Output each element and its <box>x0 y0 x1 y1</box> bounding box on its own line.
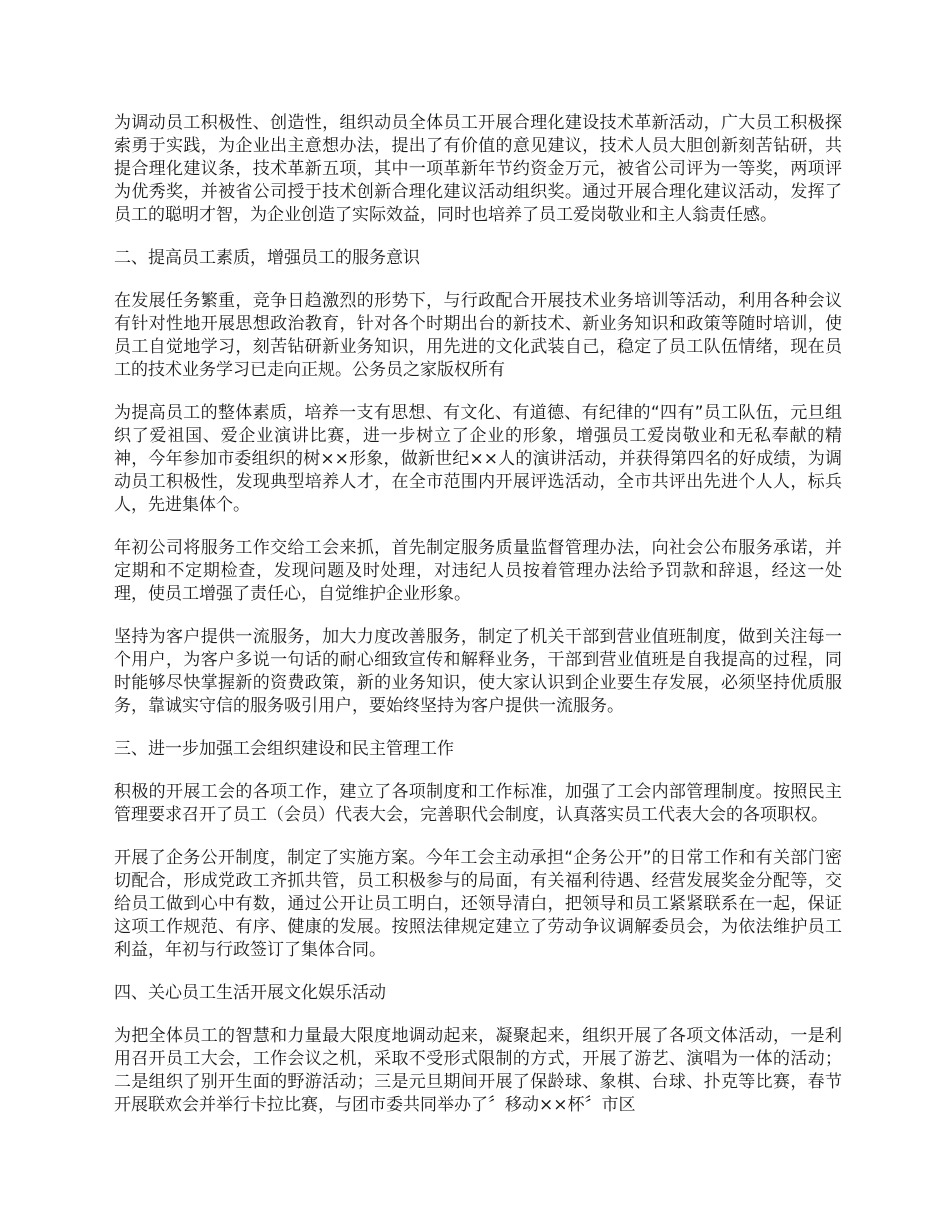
paragraph-training: 在发展任务繁重，竞争日趋激烈的形势下，与行政配合开展技术业务培训等活动，利用各种会议有针对性地开展思想政治教育，针对各个时期出台的新技术、新业务知识和政策等随时培训，使员工自觉地学习，刻苦钻研新业务知识，用先进的文化武装自己，稳定了员工队伍情绪，现在员工的技术业务学习已走向正规。公务员之家版权所有 <box>114 291 842 380</box>
paragraph-tech-innovation: 为调动员工积极性、创造性，组织动员全体员工开展合理化建设技术革新活动，广大员工积极探索勇于实践，为企业出主意想办法，提出了有价值的意见建议，技术人员大胆创新刻苦钻研，共提合理化建议条，技术革新五项，其中一项革新年节约资金万元，被省公司评为一等奖，两项评为优秀奖，并被省公司授于技术创新合理化建议活动组织奖。通过开展合理化建议活动，发挥了员工的聪明才智，为企业创造了实际效益，同时也培养了员工爱岗敬业和主人翁责任感。 <box>114 113 842 225</box>
section-heading-4: 四、关心员工生活开展文化娱乐活动 <box>114 983 386 1003</box>
section-heading-2: 二、提高员工素质，增强员工的服务意识 <box>114 248 420 268</box>
paragraph-union-work: 积极的开展工会的各项工作，建立了各项制度和工作标准，加强了工会内部管理制度。按照民主管理要求召开了员工（会员）代表大会，完善职代会制度，认真落实员工代表大会的各项职权。 <box>114 782 842 825</box>
paragraph-speech-contest: 为提高员工的整体素质，培养一支有思想、有文化、有道德、有纪律的“四有”员工队伍，元旦组织了爱祖国、爱企业演讲比赛，进一步树立了企业的形象，增强员工爱岗敬业和无私奉献的精神，今年参加市委组织的树××形象，做新世纪××人的演讲活动，并获得第四名的好成绩，为调动员工积极性，发现典型培养人才，在全市范围内开展评选活动，全市共评出先进个人人，标兵人，先进集体个。 <box>114 403 842 515</box>
paragraph-open-affairs: 开展了企务公开制度，制定了实施方案。今年工会主动承担“企务公开”的日常工作和有关部门密切配合，形成党政工齐抓共管，员工积极参与的局面，有关福利待遇、经营发展奖金分配等，交给员工做到心中有数，通过公开让员工明白，还领导清白，把领导和员工紧紧联系在一起，保证这项工作规范、有序、健康的发展。按照法律规定建立了劳动争议调解委员会，为依法维护员工利益，年初与行政签订了集体合同。 <box>114 848 842 960</box>
paragraph-first-class-service: 坚持为客户提供一流服务，加大力度改善服务，制定了机关干部到营业值班制度，做到关注每一个用户，为客户多说一句话的耐心细致宣传和解释业务，干部到营业值班是自我提高的过程，同时能够尽快掌握新的资费政策，新的业务知识，使大家认识到企业要生存发展，必须坚持优质服务，靠诚实守信的服务吸引用户，要始终坚持为客户提供一流服务。 <box>114 627 842 716</box>
paragraph-cultural-activities: 为把全体员工的智慧和力量最大限度地调动起来，凝聚起来，组织开展了各项文体活动，一是利用召开员工大会，工作会议之机，采取不受形式限制的方式，开展了游艺、演唱为一体的活动；二是组织了别开生面的野游活动；三是元旦期间开展了保龄球、象棋、台球、扑克等比赛，春节开展联欢会并举行卡拉比赛，与团市委共同举办了〞移动××杯〞市区 <box>114 1026 842 1115</box>
section-heading-3: 三、进一步加强工会组织建设和民主管理工作 <box>114 739 454 759</box>
paragraph-service-supervision: 年初公司将服务工作交给工会来抓，首先制定服务质量监督管理办法，向社会公布服务承诺，并定期和不定期检查，发现问题及时处理，对违纪人员按着管理办法给予罚款和辞退，经这一处理，使员工增强了责任心，自觉维护企业形象。 <box>114 538 842 604</box>
